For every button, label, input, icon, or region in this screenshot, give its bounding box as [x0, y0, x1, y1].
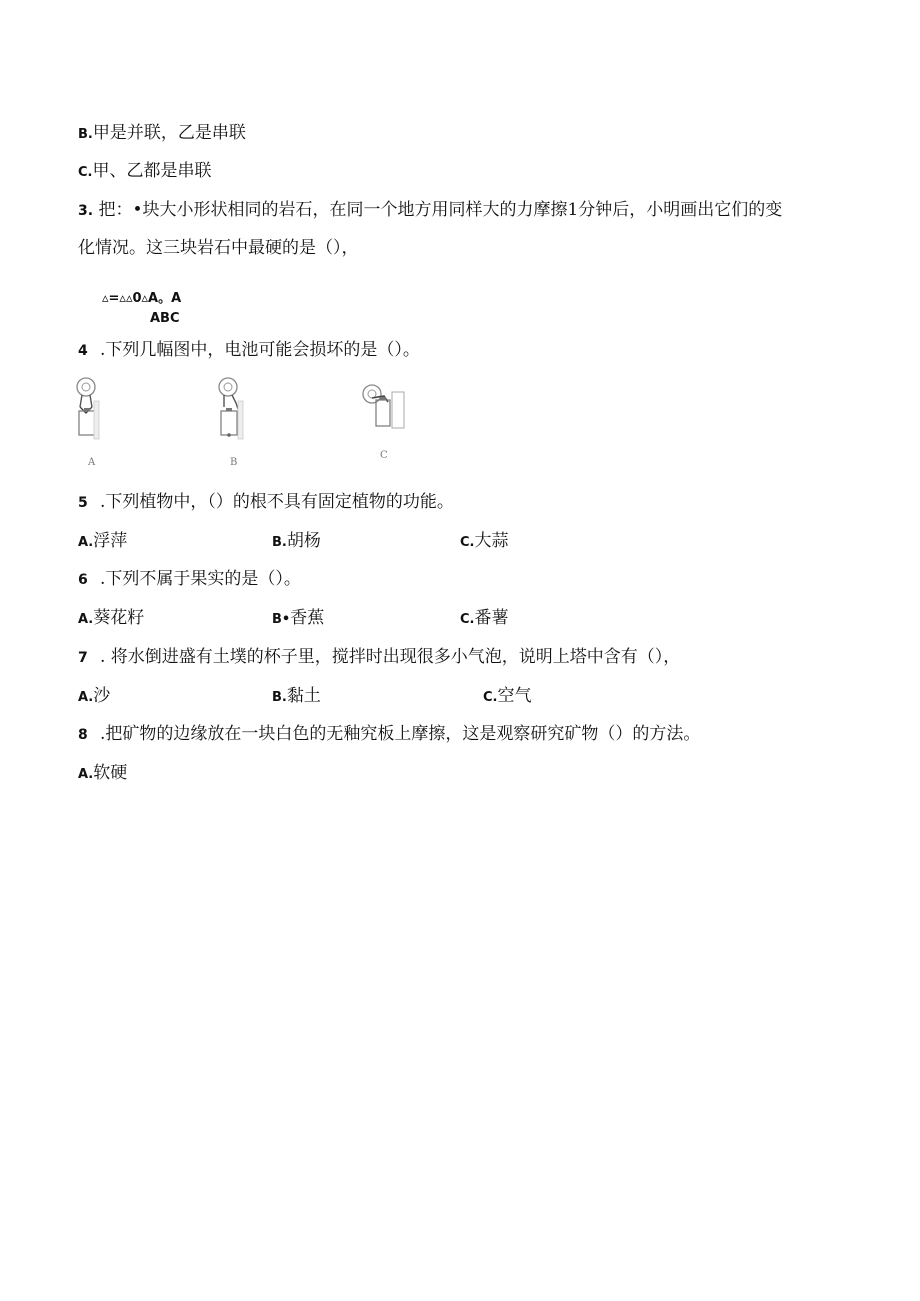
q8-option-a [78, 762, 127, 786]
option-text: 黏土 [286, 686, 321, 706]
q7-option-a [78, 685, 110, 709]
option-label: B. [272, 690, 287, 705]
option-text: 葵花籽 [93, 608, 145, 628]
question-number: 5 [78, 495, 88, 511]
q3-figure-caption: ABC [150, 311, 180, 326]
battery-circuit-figure-c [358, 382, 410, 442]
question-text: .把矿物的边缘放在一块白色的无釉究板上摩擦，这是观察研究矿物（）的方法。 [100, 724, 701, 744]
q8-question [78, 723, 700, 746]
q6-option-a [78, 607, 144, 631]
option-label: A. [78, 535, 94, 550]
question-text: .下列几幅图中，电池可能会损坏的是（）。 [100, 340, 420, 360]
option-text: 浮萍 [93, 531, 128, 551]
question-number: 3. [78, 203, 94, 219]
option-text: 沙 [93, 686, 111, 706]
figure-caption-c: C [380, 450, 388, 461]
battery-circuit-figure-b [216, 375, 266, 445]
option-label: B• [272, 612, 291, 627]
option-text: 甲是并联，乙是串联 [92, 123, 246, 143]
option-label: A. [78, 767, 94, 782]
battery-circuit-figure-a [74, 375, 124, 445]
q3-question-line1 [78, 199, 782, 222]
option-label: C. [78, 165, 93, 180]
q2-option-b [78, 122, 246, 146]
q3-question-line2 [78, 237, 359, 259]
question-text: .下列不属于果实的是（）。 [100, 569, 301, 589]
option-text: 甲、乙都是串联 [92, 161, 212, 181]
figure-caption-a: A [88, 457, 96, 468]
q5-option-b [272, 530, 321, 554]
q7-question [78, 646, 680, 669]
q4-question [78, 339, 420, 362]
option-text: 香蕉 [290, 608, 325, 628]
option-text: 软硬 [93, 763, 128, 783]
option-label: A. [78, 690, 94, 705]
q2-option-c [78, 160, 211, 184]
option-text: 胡杨 [286, 531, 321, 551]
option-label: C. [483, 690, 498, 705]
question-number: 6 [78, 572, 88, 588]
q6-option-b [272, 607, 324, 631]
question-text: .下列植物中，（）的根不具有固定植物的功能。 [100, 492, 454, 512]
option-label: B. [78, 127, 93, 142]
question-text: 把：•块大小形状相同的岩石，在同一个地方用同样大的力摩擦1分钟后，小明画出它们的变 [98, 200, 783, 220]
option-text: 空气 [497, 686, 532, 706]
option-label: A. [78, 612, 94, 627]
q6-option-c [460, 607, 508, 631]
q5-option-c [460, 530, 508, 554]
question-text: . 将水倒进盛有土墣的杯子里，搅拌时出现很多小气泡，说明上塔中含有（）， [100, 647, 681, 667]
q5-option-a [78, 530, 127, 554]
option-label: B. [272, 535, 287, 550]
q7-option-c [483, 685, 531, 709]
option-text: 大蒜 [474, 531, 509, 551]
option-label: C. [460, 535, 475, 550]
option-text: 番薯 [474, 608, 509, 628]
option-label: C. [460, 612, 475, 627]
question-text: 化情况。这三块岩石中最硬的是（）， [78, 238, 359, 258]
question-number: 4 [78, 343, 88, 359]
figure-caption-b: B [230, 457, 238, 468]
q7-option-b [272, 685, 321, 709]
question-number: 8 [78, 727, 88, 743]
q6-question [78, 568, 301, 591]
q3-figure-text: ▵=▵▵0▵A。A [102, 291, 182, 306]
question-number: 7 [78, 650, 88, 666]
q5-question [78, 491, 454, 514]
